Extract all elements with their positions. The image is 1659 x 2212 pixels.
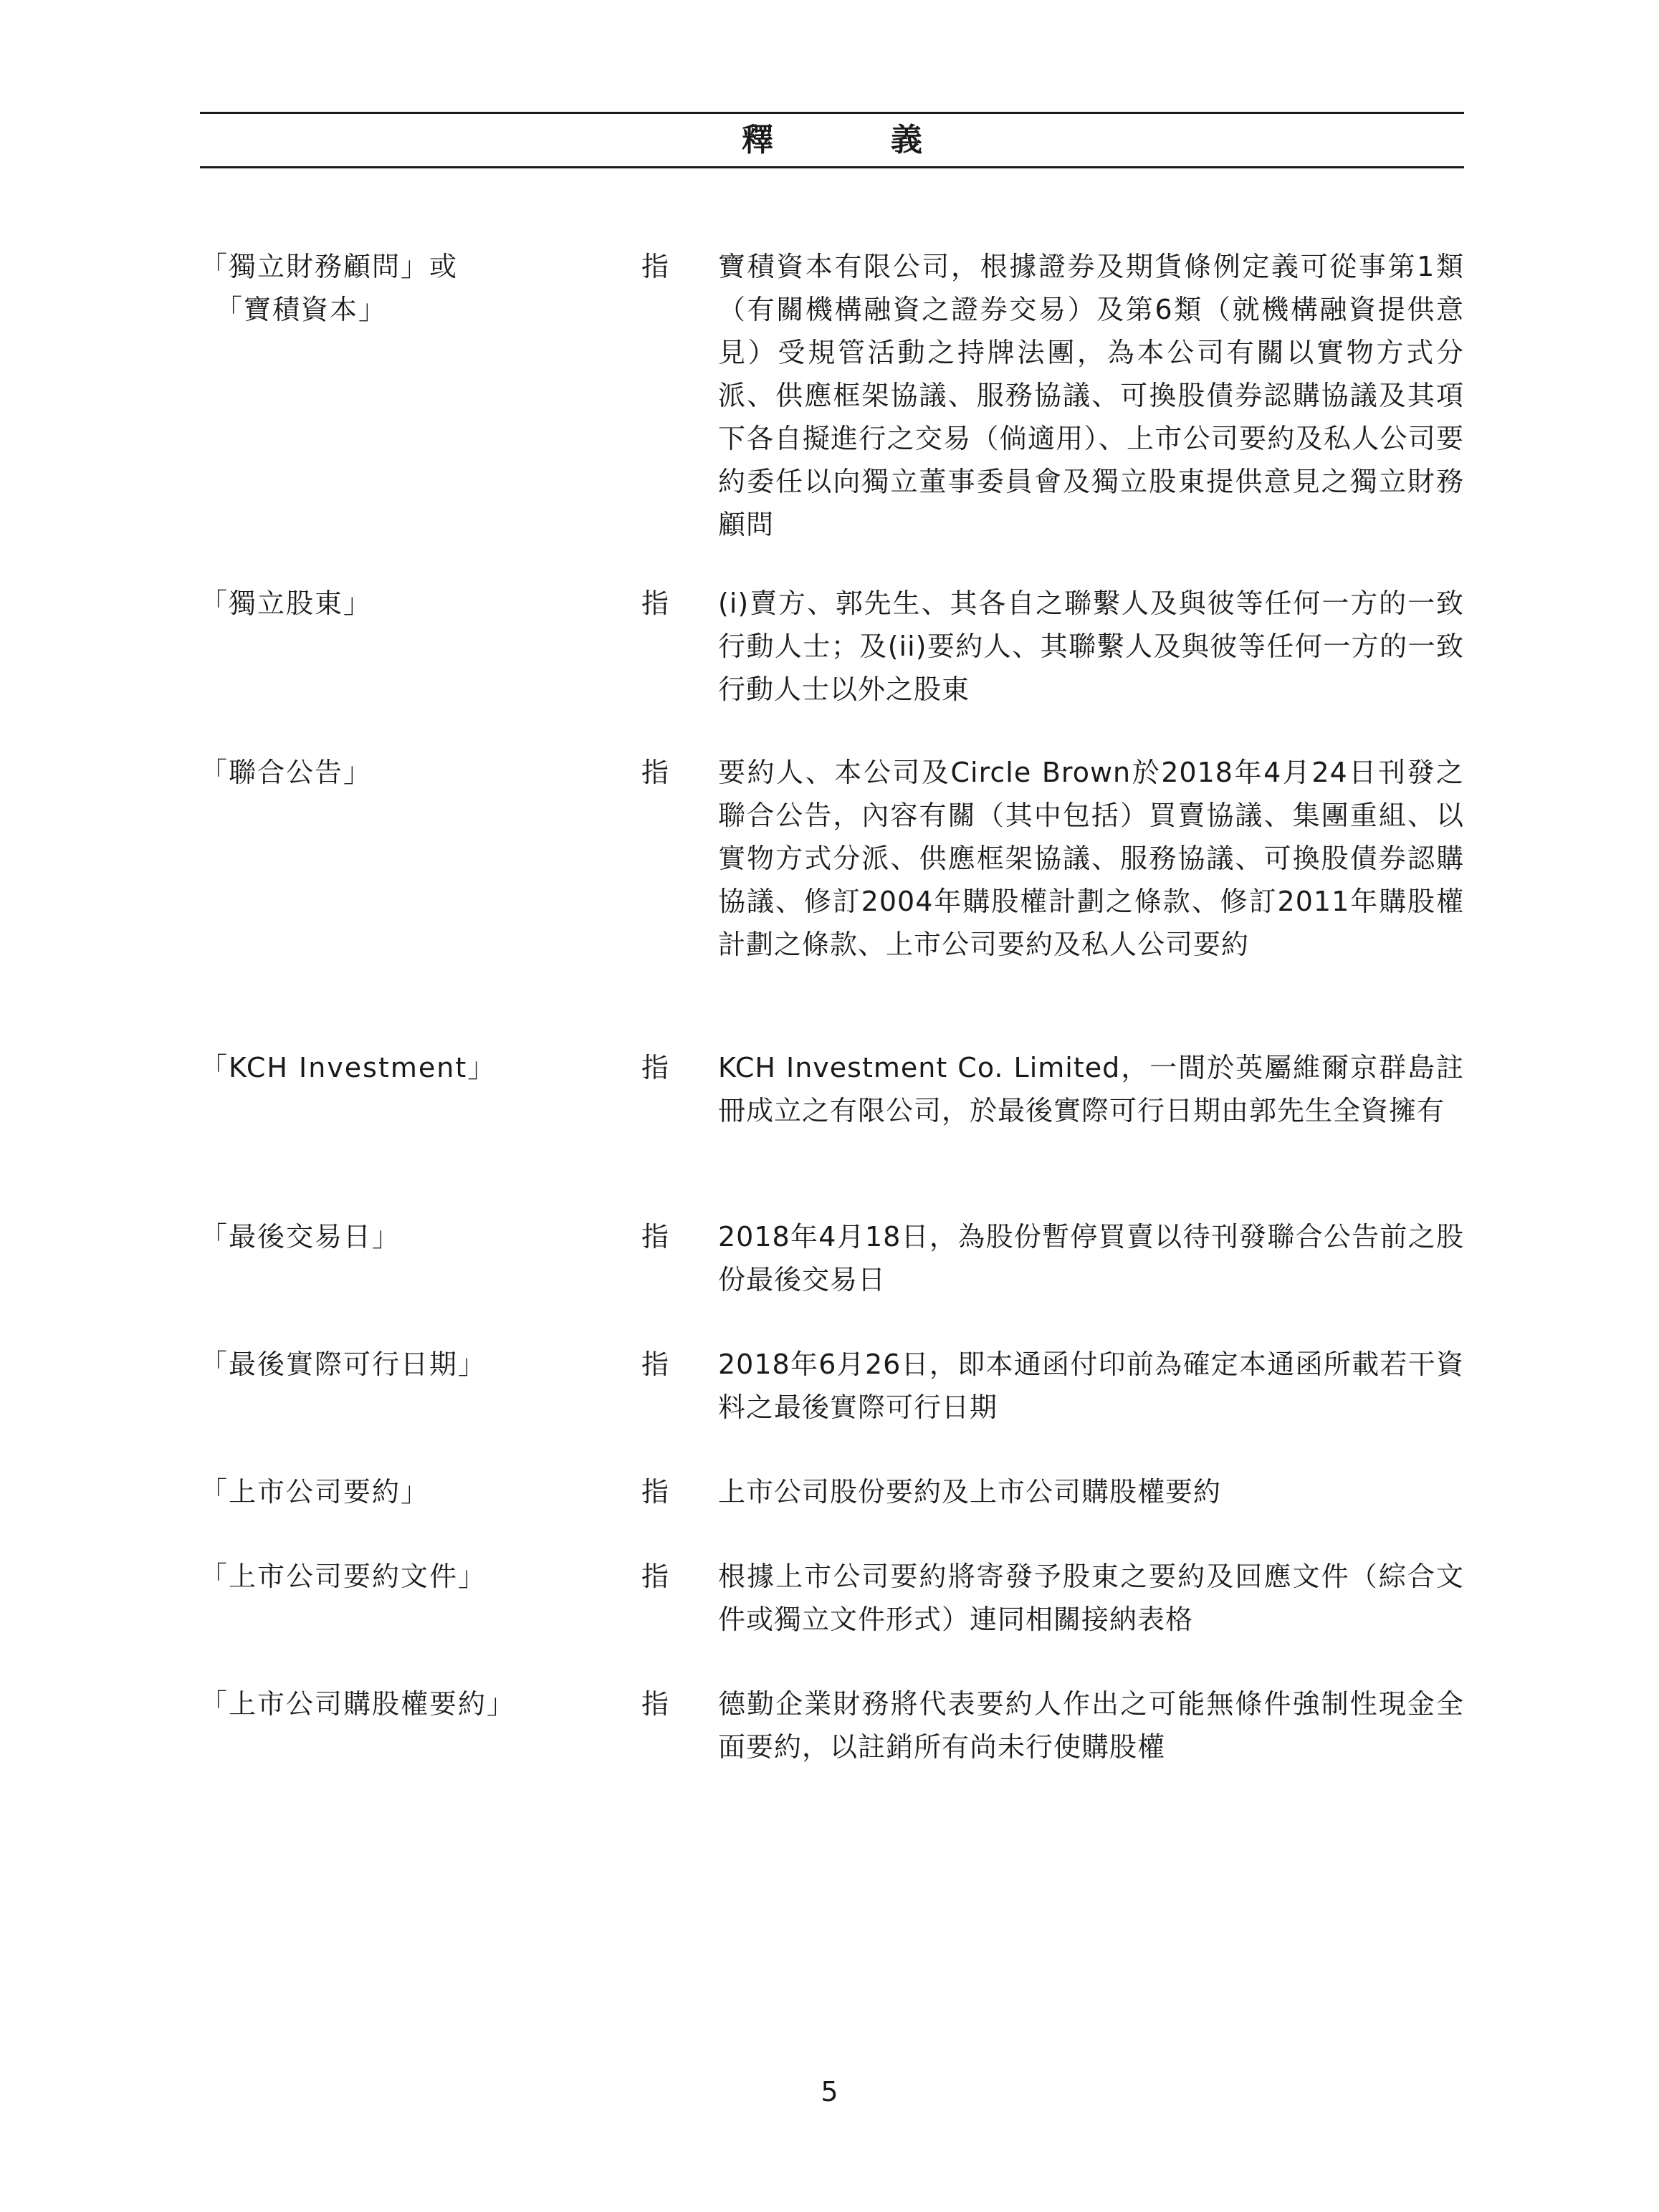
- term-label: 「KCH Investment」: [200, 1052, 497, 1083]
- definition-entry: [200, 245, 1464, 582]
- definition-entry: [200, 751, 1464, 1046]
- refers-to-label: 指: [641, 1688, 669, 1720]
- term-label: 「上市公司要約」: [200, 1476, 430, 1508]
- term-label: 「最後交易日」: [200, 1221, 401, 1253]
- definition-text: 2018年4月18日，為股份暫停買賣以待刊發聯合公告前之股份最後交易日: [718, 1221, 1464, 1296]
- definition-text: 2018年6月26日，即本通函付印前為確定本通函所載若干資料之最後實際可行日期: [718, 1349, 1464, 1423]
- term-label: 「獨立財務顧問」或 「寶積資本」: [200, 251, 459, 325]
- refers-to-label: 指: [641, 757, 669, 788]
- header-rule-top: [200, 112, 1464, 114]
- term-label: 「上市公司購股權要約」: [200, 1688, 516, 1720]
- term-label: 「最後實際可行日期」: [200, 1349, 487, 1380]
- refers-to-label: 指: [641, 1221, 669, 1253]
- definition-text: 根據上市公司要約將寄發予股東之要約及回應文件（綜合文件或獨立文件形式）連同相關接納表格: [718, 1561, 1464, 1635]
- definition-text: KCH Investment Co. Limited，一間於英屬維爾京群島註冊成立之有限公司，於最後實際可行日期由郭先生全資擁有: [718, 1052, 1464, 1126]
- definition-entry: [200, 1682, 1464, 1768]
- definition-entry: [200, 1046, 1464, 1215]
- definition-entry: [200, 1215, 1464, 1343]
- refers-to-label: 指: [641, 1476, 669, 1508]
- term-label: 「獨立股東」: [200, 588, 373, 619]
- definition-entry: [200, 1555, 1464, 1682]
- page-number: 5: [821, 2076, 838, 2107]
- refers-to-label: 指: [641, 588, 669, 619]
- definition-text: (i)賣方、郭先生、其各自之聯繫人及與彼等任何一方的一致行動人士；及(ii)要約人、其聯繫人及與彼等任何一方的一致行動人士以外之股東: [718, 588, 1464, 705]
- page-heading: 釋 義: [742, 122, 965, 158]
- term-label: 「聯合公告」: [200, 757, 373, 788]
- definition-text: 德勤企業財務將代表要約人作出之可能無條件強制性現金全面要約，以註銷所有尚未行使購股權: [718, 1688, 1464, 1763]
- definition-entry: [200, 582, 1464, 751]
- refers-to-label: 指: [641, 1561, 669, 1592]
- definition-text: 上市公司股份要約及上市公司購股權要約: [718, 1476, 1222, 1508]
- refers-to-label: 指: [641, 1349, 669, 1380]
- definition-entry: [200, 1470, 1464, 1555]
- definition-entry: [200, 1343, 1464, 1470]
- definition-text: 寶積資本有限公司，根據證券及期貨條例定義可從事第1類（有關機構融資之證券交易）及第6類（就機構融資提供意見）受規管活動之持牌法團，為本公司有關以實物方式分派、供應框架協議、服務協議、可換股債券認購協議及其項下各自擬進行之交易（倘適用）、上市公司要約及私人公司要約委任以向獨立董事委員會及獨立股東提供意見之獨立財務顧問: [718, 251, 1464, 540]
- refers-to-label: 指: [641, 251, 669, 282]
- refers-to-label: 指: [641, 1052, 669, 1083]
- definition-text: 要約人、本公司及Circle Brown於2018年4月24日刊發之聯合公告，內容有關（其中包括）買賣協議、集團重組、以實物方式分派、供應框架協議、服務協議、可換股債券認購協議、修訂2004年購股權計劃之條款、修訂2011年購股權計劃之條款、上市公司要約及私人公司要約: [718, 757, 1464, 960]
- header-rule-bottom: [200, 166, 1464, 168]
- term-label: 「上市公司要約文件」: [200, 1561, 487, 1592]
- definitions-list: [200, 245, 1464, 1768]
